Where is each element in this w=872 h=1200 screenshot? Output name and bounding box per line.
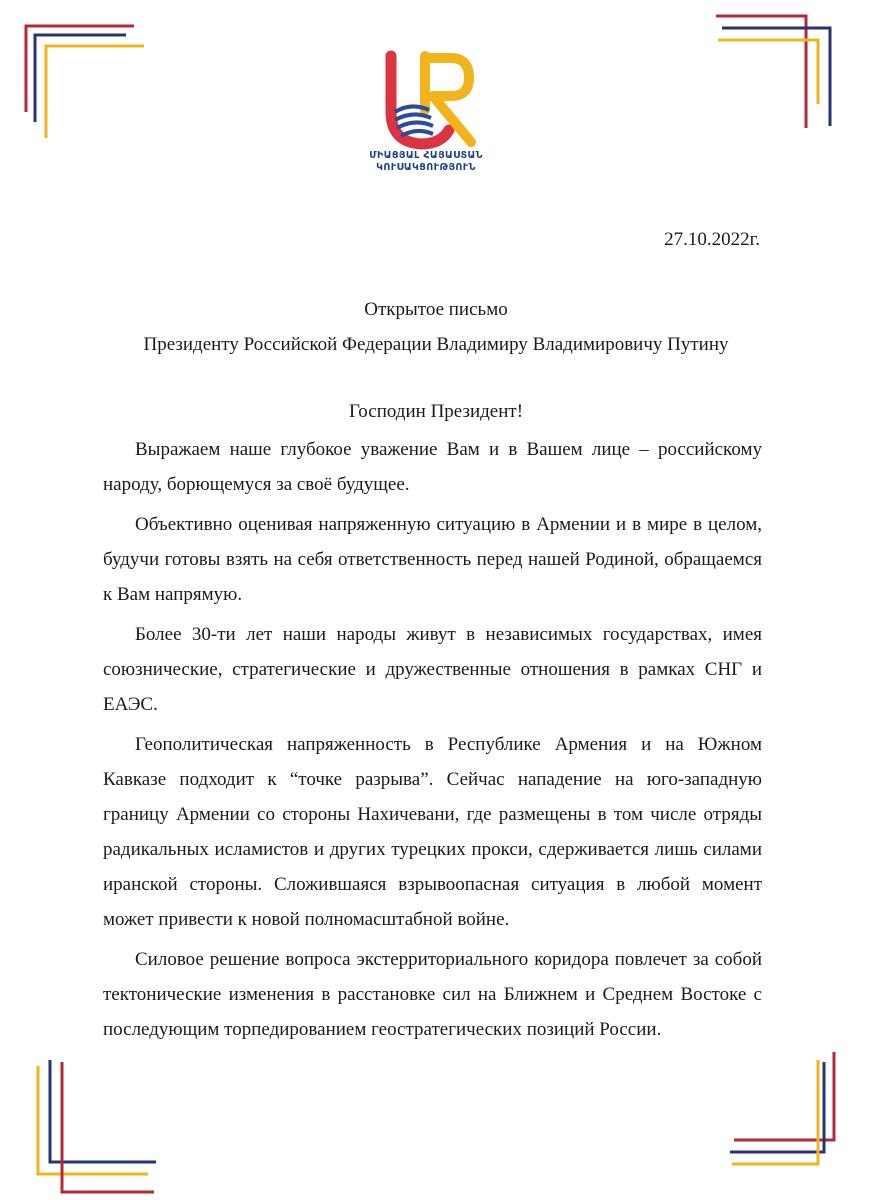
letter-title: Открытое письмо — [364, 299, 508, 320]
body-paragraph: Объективно оценивая напряженную ситуацию в Армении и в мире в целом, будучи готовы взять на себя ответственность перед нашей Родиной, обращаемся к Вам напрямую. — [103, 514, 762, 605]
corner-frame-top-left — [22, 22, 162, 162]
corner-frame-bottom-left — [30, 1058, 170, 1198]
letter-greeting: Господин Президент! — [348, 401, 524, 422]
logo-caption-line-1: ՄԻԱՑՅԱԼ ՀԱՅԱՍՏԱՆ — [369, 150, 483, 161]
united-armenia-emblem-icon — [371, 50, 481, 150]
letter-date: 27.10.2022г. — [664, 229, 760, 250]
corner-frame-top-right — [712, 14, 852, 154]
logo-caption-line-2: ԿՈՒՍԱԿՑՈՒԹՅՈՒՆ — [376, 162, 476, 173]
body-paragraph: Выражаем наше глубокое уважение Вам и в Вашем лице – российскому народу, борющемуся за своё будущее. — [103, 439, 762, 495]
party-logo — [356, 50, 496, 174]
body-paragraph: Геополитическая напряженность в Республике Армения и на Южном Кавказе подходит к “точке разрыва”. Сейчас нападение на юго-западную границу Армении со стороны Нахичевани, где размещены в том числе отряды радикальных исламистов и других турецких прокси, сдерживается лишь силами иранской стороны. Сложившаяся взрывоопасная ситуация в любой момент может привести к новой полномасштабной войне. — [103, 734, 762, 930]
corner-frame-bottom-right — [728, 1048, 868, 1188]
body-paragraph: Более 30-ти лет наши народы живут в независимых государствах, имея союзнические, стратегические и дружественные отношения в рамках СНГ и ЕАЭС. — [103, 624, 762, 715]
body-paragraph: Силовое решение вопроса экстерриториального коридора повлечет за собой тектонические изменения в расстановке сил на Ближнем и Среднем Востоке с последующим торпедированием геостратегических позиций России. — [103, 949, 762, 1040]
letter-body — [103, 432, 762, 1052]
letter-addressee: Президенту Российской Федерации Владимиру Владимировичу Путину — [143, 334, 729, 355]
